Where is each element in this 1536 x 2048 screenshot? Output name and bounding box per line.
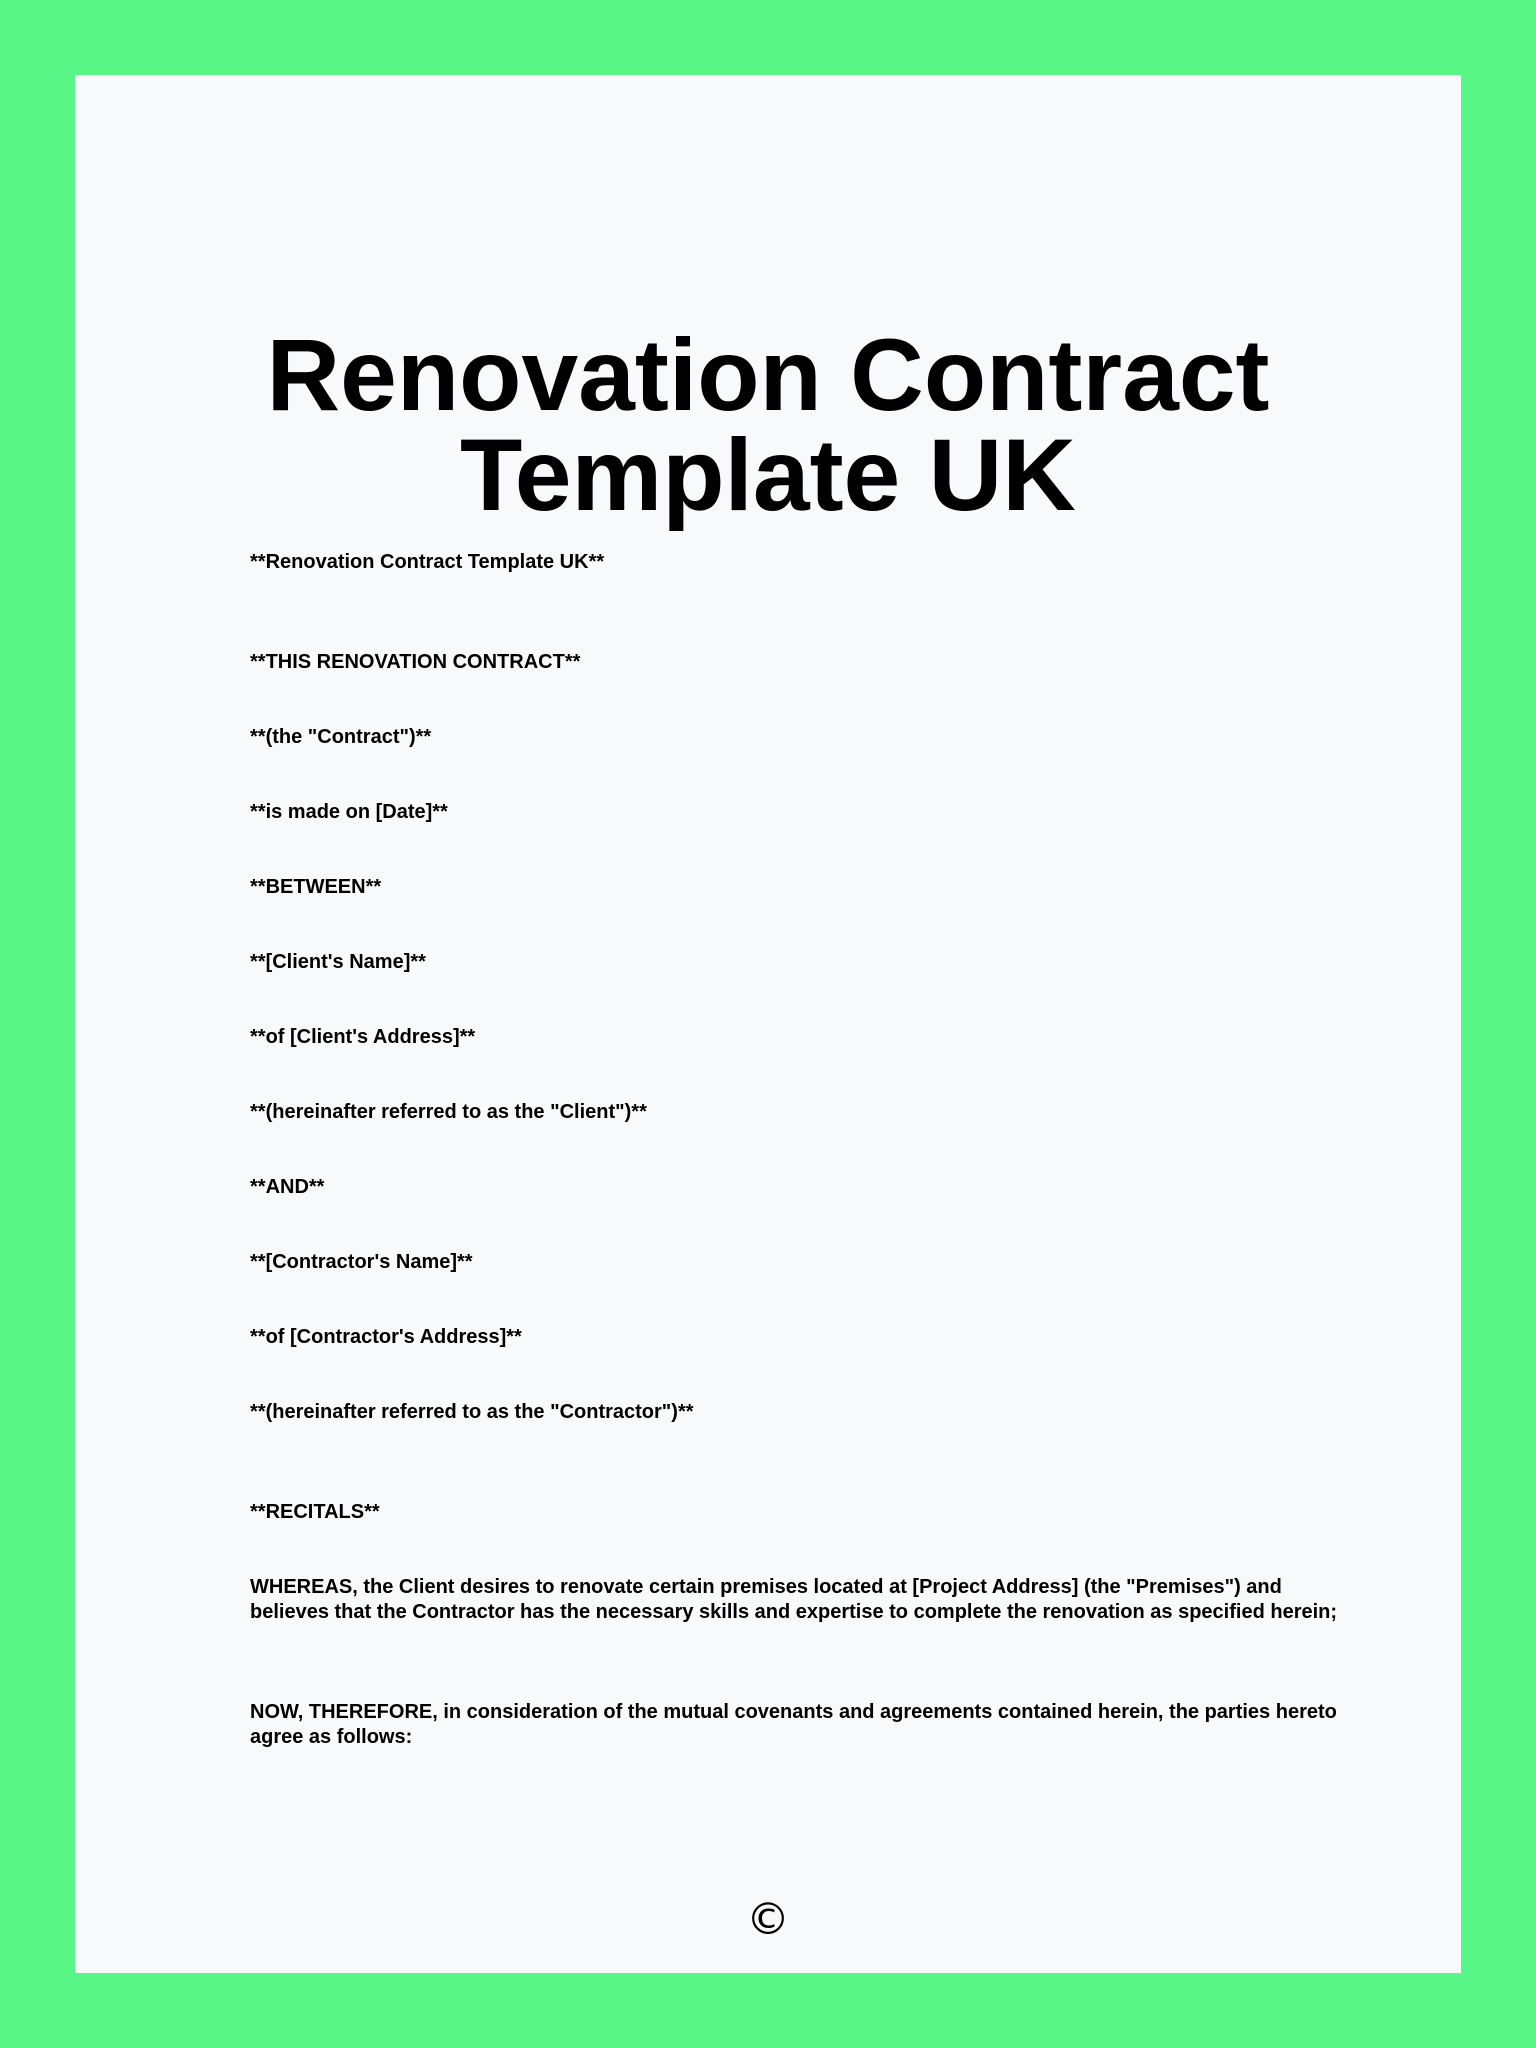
paragraph-heading: **Renovation Contract Template UK** — [250, 551, 605, 573]
paragraph-contractor-definition: **(hereinafter referred to as the "Contractor")** — [250, 1401, 694, 1423]
paragraph-recitals-heading: **RECITALS** — [250, 1501, 380, 1523]
paragraph-whereas: WHEREAS, the Client desires to renovate certain premises located at [Project Address] (the "Premises") and believes that the Contractor has the necessary skills and expertise to complete the renovation as specified herein; — [250, 1576, 1338, 1623]
document-page — [75, 75, 1461, 1973]
paragraph-contract-definition: **(the "Contract")** — [250, 726, 432, 748]
paragraph-between: **BETWEEN** — [250, 876, 382, 898]
paragraph-contract-intro: **THIS RENOVATION CONTRACT** — [250, 651, 581, 673]
paragraph-date: **is made on [Date]** — [250, 801, 448, 823]
paragraph-now-therefore: NOW, THEREFORE, in consideration of the mutual covenants and agreements contained herein, the parties hereto agree as follows: — [250, 1701, 1337, 1748]
paragraph-contractor-address: **of [Contractor's Address]** — [250, 1326, 522, 1348]
document-title: Renovation Contract Template UK — [266, 318, 1270, 532]
paragraph-client-name: **[Client's Name]** — [250, 951, 426, 973]
paragraph-client-definition: **(hereinafter referred to as the "Client")** — [250, 1101, 647, 1123]
paragraph-client-address: **of [Client's Address]** — [250, 1026, 476, 1048]
paragraph-and: **AND** — [250, 1176, 325, 1198]
copyright-symbol: © — [746, 1894, 790, 1945]
paragraph-contractor-name: **[Contractor's Name]** — [250, 1251, 473, 1273]
